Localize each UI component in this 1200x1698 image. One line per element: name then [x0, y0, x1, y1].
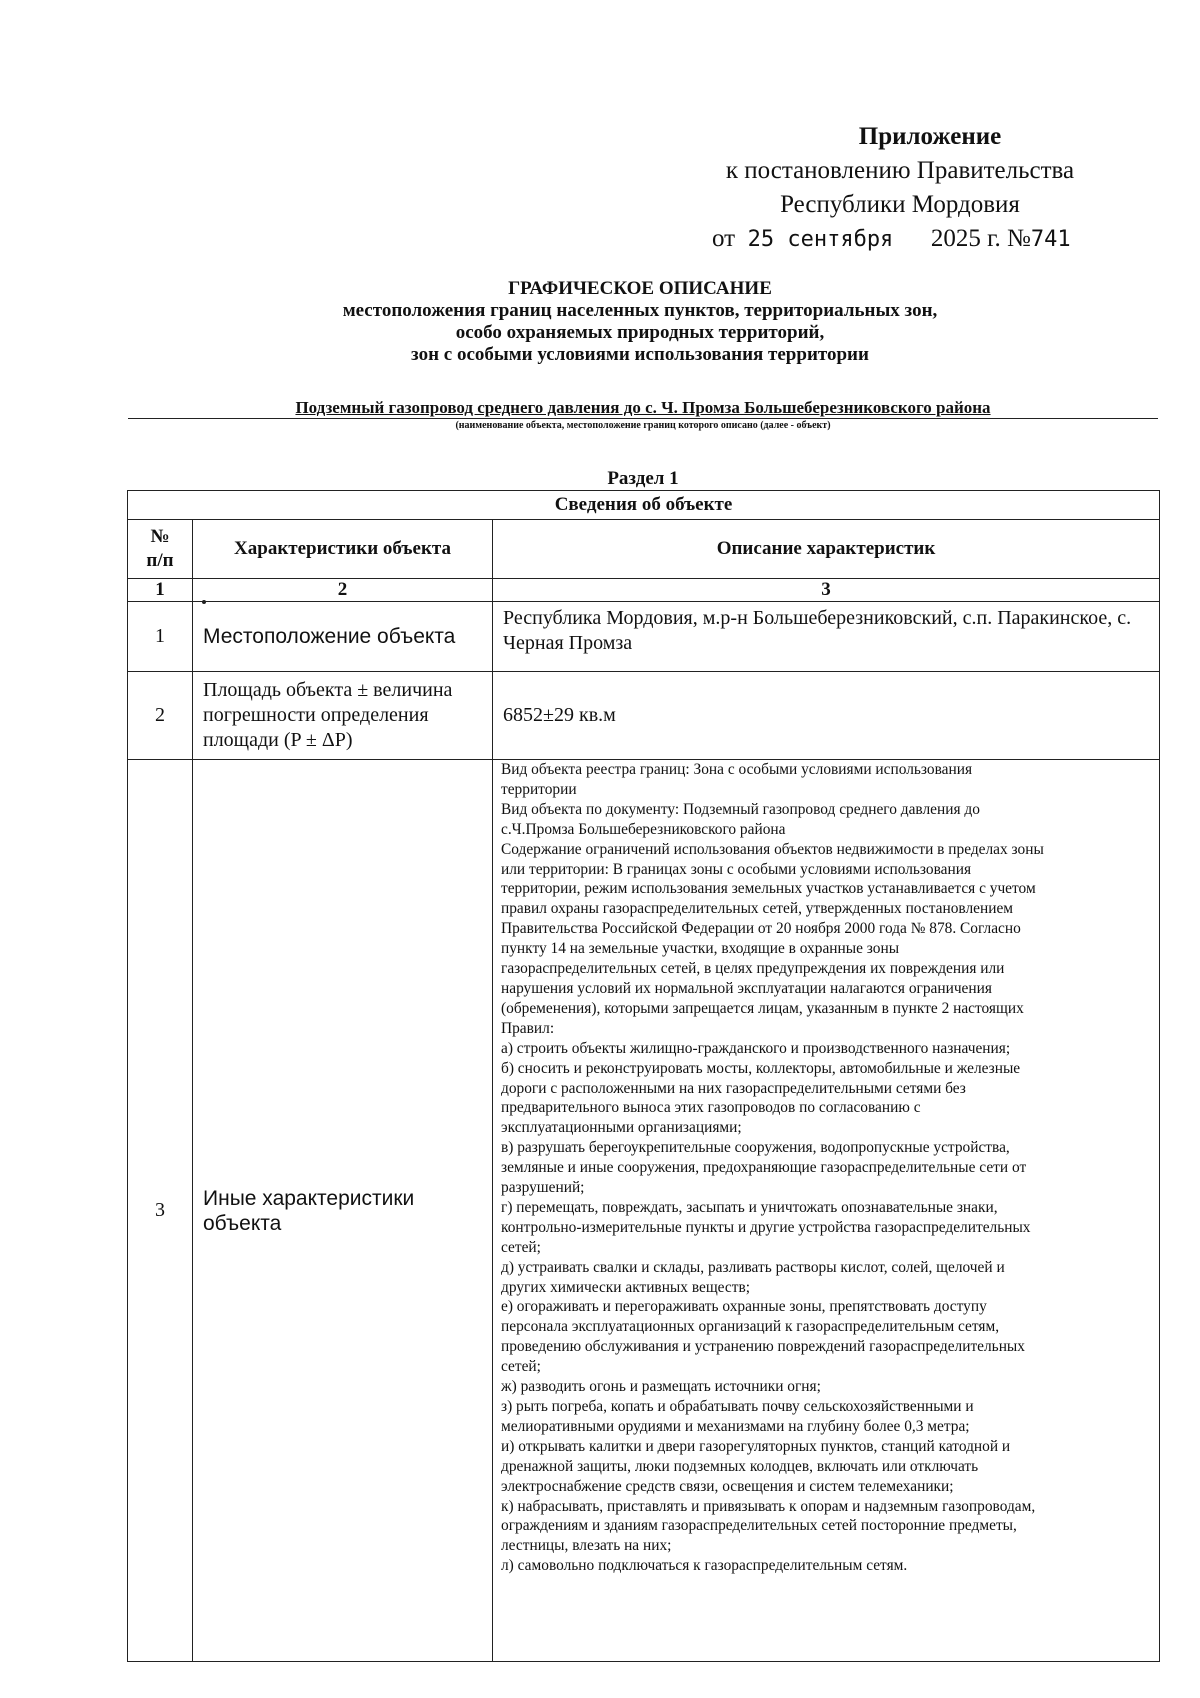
row-number: 3	[128, 760, 193, 1662]
column-index-3: 3	[493, 579, 1160, 602]
row-description: 6852±29 кв.м	[493, 672, 1160, 760]
column-header-number: № п/п	[128, 520, 193, 579]
table-title-row	[128, 491, 1160, 520]
object-info-table	[127, 490, 1160, 1662]
document-title	[200, 278, 1080, 366]
row-number: 1	[128, 602, 193, 672]
section-title: Раздел 1	[607, 468, 679, 489]
date-prefix: от	[712, 225, 736, 252]
column-index-2: 2	[193, 579, 493, 602]
row-characteristic: Иные характеристики объекта	[193, 760, 493, 1662]
appendix-date-line	[640, 222, 1160, 257]
table-index-row	[128, 579, 1160, 602]
row-characteristic: Местоположение объекта	[193, 602, 493, 672]
row-number: 2	[128, 672, 193, 760]
column-header-characteristics: Характеристики объекта	[193, 520, 493, 579]
decree-number: 741	[1030, 227, 1071, 252]
row-characteristic: Площадь объекта ± величина погрешности определения площади (P ± ΔP)	[193, 672, 493, 760]
appendix-line-2: Республики Мордовия	[780, 191, 1020, 218]
object-name-rule	[128, 418, 1158, 419]
appendix-header	[640, 120, 1160, 257]
object-name-note: (наименование объекта, местоположение границ которого описано (далее - объект)	[455, 420, 831, 431]
appendix-title: Приложение	[858, 123, 1002, 150]
document-title-line-2: местоположения границ населенных пунктов, территориальных зон,	[342, 300, 938, 321]
table-row	[128, 760, 1160, 1662]
scan-speck	[202, 600, 206, 604]
row-description: Республика Мордовия, м.р-н Большеберезниковский, с.п. Паракинское, с. Черная Промза	[493, 602, 1160, 672]
table-title: Сведения об объекте	[128, 491, 1160, 520]
document-title-line-4: зон с особыми условиями использования территории	[411, 344, 869, 365]
appendix-line-1: к постановлению Правительства	[725, 157, 1075, 184]
table-header-row	[128, 520, 1160, 579]
year-text: 2025 г. №	[930, 225, 1031, 252]
row-description: Вид объекта реестра границ: Зона с особыми условиями использования территории Вид объекта по документу: Подземный газопровод среднего давления до с.Ч.Промза Большеберезниковского района Содержание ограничений использования объектов недвижимости в пределах зоны или территории: В границах зоны с особыми условиями использования территории, режим использования земельных участков устанавливается с учетом правил охраны газораспределительных сетей, утвержденных постановлением Правительства Российской Федерации от 20 ноября 2000 года № 878. Согласно пункту 14 на земельные участки, входящие в охранные зоны газораспределительных сетей, в целях предупреждения их повреждения или нарушения условий их нормальной эксплуатации налагаются ограничения (обременения), которыми запрещается лицам, указанным в пункте 2 настоящих Правил: а) строить объекты жилищно-гражданского и производственного назначения; б) сносить и реконструировать мосты, коллекторы, автомобильные и железные дороги с расположенными на них газораспределительными сетями без предварительного выноса этих газопроводов по согласованию с эксплуатационными организациями; в) разрушать берегоукрепительные сооружения, водопропускные устройства, земляные и иные сооружения, предохраняющие газораспределительные сети от разрушений; г) перемещать, повреждать, засыпать и уничтожать опознавательные знаки, контрольно-измерительные пункты и другие устройства газораспределительных сетей; д) устраивать свалки и склады, разливать растворы кислот, солей, щелочей и других химически активных веществ; е) огораживать и перегораживать охранные зоны, препятствовать доступу персонала эксплуатационных организаций к газораспределительным сетям, проведению обслуживания и устранению повреждений газораспределительных сетей; ж) разводить огонь и размещать источники огня; з) рыть погреба, копать и обрабатывать почву сельскохозяйственными и мелиоративными орудиями и механизмами на глубину более 0,3 метра; и) открывать калитки и двери газорегуляторных пунктов, станций катодной и дренажной защиты, люки подземных колодцев, включать или отключать электроснабжение средств связи, освещения и систем телемеханики; к) набрасывать, приставлять и привязывать к опорам и надземным газопроводам, ограждениям и зданиям газораспределительных сетей посторонние предметы, лестницы, влезать на них; л) самовольно подключаться к газораспределительным сетям.	[493, 760, 1160, 1662]
table-row	[128, 602, 1160, 672]
column-header-description: Описание характеристик	[493, 520, 1160, 579]
column-index-1: 1	[128, 579, 193, 602]
date-value: 25 сентября	[747, 227, 894, 252]
document-title-line-3: особо охраняемых природных территорий,	[455, 322, 825, 343]
object-name-text: Подземный газопровод среднего давления до с. Ч. Промза Большеберезниковского района	[295, 398, 991, 417]
table-row	[128, 672, 1160, 760]
document-title-line-1: ГРАФИЧЕСКОЕ ОПИСАНИЕ	[508, 278, 772, 299]
object-name	[128, 398, 1158, 418]
